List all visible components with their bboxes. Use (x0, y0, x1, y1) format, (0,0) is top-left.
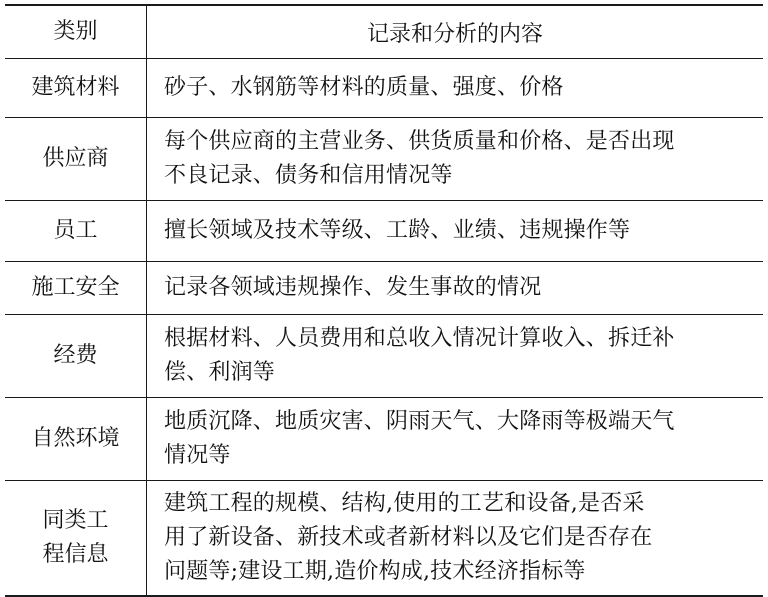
table-row (5, 118, 763, 201)
row-content-line: 建筑工程的规模、结构,使用的工艺和设备,是否采 (164, 491, 645, 516)
row-category-line: 施工安全 (31, 275, 120, 300)
row-content-line: 问题等;建设工期,造价构成,技术经济指标等 (164, 559, 586, 584)
table-row (5, 262, 763, 315)
row-content (147, 398, 764, 481)
row-content-line: 不良记录、债务和信用情况等 (164, 163, 453, 188)
row-category (5, 398, 147, 481)
row-category (5, 315, 147, 398)
row-category-line: 经费 (53, 343, 98, 368)
table-row (5, 398, 763, 481)
row-category-line: 员工 (53, 218, 98, 243)
table-header-row (5, 5, 763, 59)
row-category-line: 供应商 (42, 146, 109, 171)
row-content (147, 262, 764, 315)
row-content (147, 59, 764, 118)
row-category-line: 建筑材料 (31, 75, 120, 100)
header-category: 类别 (5, 5, 147, 59)
row-content-line: 记录各领域违规操作、发生事故的情况 (164, 275, 542, 300)
row-category-line: 程信息 (42, 542, 109, 567)
row-category (5, 201, 147, 262)
row-category-line: 同类工 (42, 508, 109, 533)
table-row (5, 201, 763, 262)
row-content (147, 118, 764, 201)
row-category (5, 481, 147, 597)
row-content (147, 315, 764, 398)
row-content (147, 201, 764, 262)
row-category (5, 118, 147, 201)
row-content-line: 砂子、水钢筋等材料的质量、强度、价格 (164, 75, 564, 100)
table-row (5, 481, 763, 597)
row-content-line: 偿、利润等 (164, 360, 276, 385)
row-content-line: 擅长领域及技术等级、工龄、业绩、违规操作等 (164, 218, 631, 243)
table-row (5, 59, 763, 118)
row-content-line: 地质沉降、地质灾害、阴雨天气、大降雨等极端天气 (164, 409, 675, 434)
header-content: 记录和分析的内容 (147, 5, 764, 59)
row-content-line: 情况等 (164, 443, 231, 468)
row-category-line: 自然环境 (31, 426, 120, 451)
row-category (5, 59, 147, 118)
table-row (5, 315, 763, 398)
row-content-line: 每个供应商的主营业务、供货质量和价格、是否出现 (164, 129, 675, 154)
row-content-line: 根据材料、人员费用和总收入情况计算收入、拆迁补 (164, 326, 675, 351)
row-content (147, 481, 764, 597)
record-analysis-table (5, 4, 763, 597)
row-category (5, 262, 147, 315)
row-content-line: 用了新设备、新技术或者新材料以及它们是否存在 (164, 525, 653, 550)
